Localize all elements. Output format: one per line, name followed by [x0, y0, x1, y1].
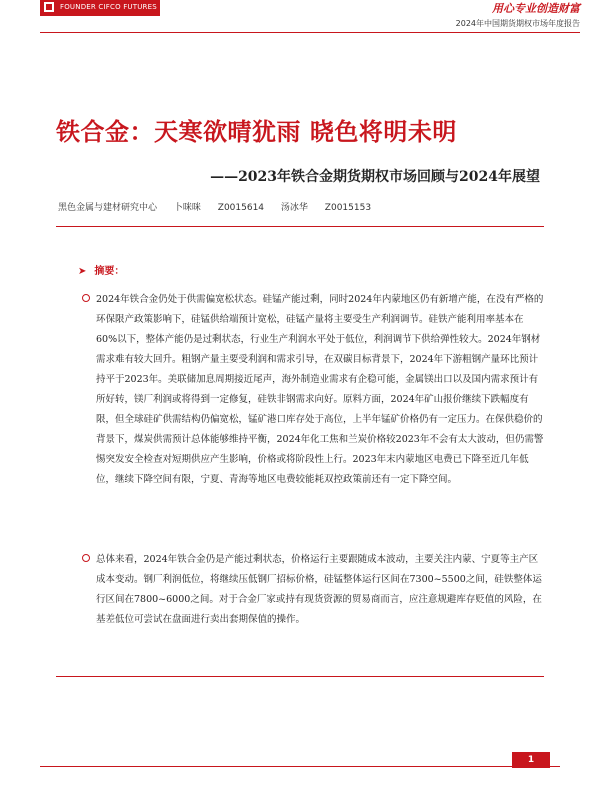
abstract-paragraph [96, 290, 544, 490]
department-name: 黑色金属与建材研究中心 [58, 203, 158, 213]
abstract-heading [78, 262, 124, 277]
paragraph-text: 总体来看，2024年铁合金仍是产能过剩状态，价格运行主要跟随成本波动，主要关注内蒙、宁夏等主产区成本变动。钢厂利润低位，将继续压低钢厂招标价格，硅锰整体运行区间在7300~5500之间，硅铁整体运行区间在7800~6000之间。对于合金厂家或持有现货资源的贸易商而言，应注意规避库存贬值的风险，在基差低位可尝试在盘面进行卖出套期保值的操作。 [96, 554, 542, 625]
author-id: Z0015614 [217, 203, 265, 213]
author-id: Z0015153 [324, 203, 372, 213]
company-logo [40, 0, 160, 16]
author-name: 汤冰华 [280, 203, 308, 213]
logo-text: FOUNDER CIFCO FUTURES [60, 3, 157, 11]
abstract-paragraph [96, 550, 544, 630]
footer-divider [40, 766, 560, 767]
circle-bullet-icon [82, 554, 90, 562]
author-name: 卜咪咪 [173, 203, 201, 213]
circle-bullet-icon [82, 294, 90, 302]
page-number: 1 [512, 752, 550, 768]
author-line [58, 200, 385, 213]
abstract-label: 摘要： [94, 266, 125, 277]
header-slogan: 用心专业创造财富 [492, 2, 580, 15]
sub-title: ——2023年铁合金期货期权市场回顾与2024年展望 [210, 169, 540, 185]
section-divider-top [56, 226, 544, 227]
header-divider [40, 32, 580, 33]
main-title: 铁合金：天寒欲晴犹雨 晓色将明未明 [56, 117, 457, 146]
logo-mark-icon [44, 2, 54, 12]
section-divider-bottom [56, 676, 544, 677]
report-name: 2024年中国期货期权市场年度报告 [455, 19, 580, 28]
arrow-right-icon: ➤ [78, 266, 87, 277]
page-header [0, 0, 600, 40]
paragraph-text: 2024年铁合金仍处于供需偏宽松状态。硅锰产能过剩，同时2024年内蒙地区仍有新增产能，在没有严格的环保限产政策影响下，硅锰供给端预计宽松，硅锰产量将主要受生产利润调节。硅铁产能利用率基本在60%以下，整体产能仍是过剩状态，行业生产利润水平处于低位，利润调节下供给弹性较大。2024年钢材需求难有较大回升。粗钢产量主要受利润和需求引导，在双碳目标背景下，2024年下游粗钢产量环比预计持平于2023年。美联储加息周期接近尾声，海外制造业需求有企稳可能，金属镁出口以及国内需求预计有所好转，镁厂利润或将得到一定修复，硅铁非钢需求向好。原料方面，2024年矿山报价继续下跌幅度有限，但全球硅矿供需结构仍偏宽松，锰矿港口库存处于高位，上半年锰矿价格仍有一定压力。在保供稳价的背景下，煤炭供需预计总体能够维持平衡，2024年化工焦和兰炭价格较2023年不会有太大波动，但仍需警惕突发安全检查对短期供应产生影响，价格或将阶段性上行。2023年末内蒙地区电费已下降至近几年低位，继续下降空间有限，宁夏、青海等地区电费较能耗双控政策前还有一定下降空间。 [96, 294, 544, 485]
